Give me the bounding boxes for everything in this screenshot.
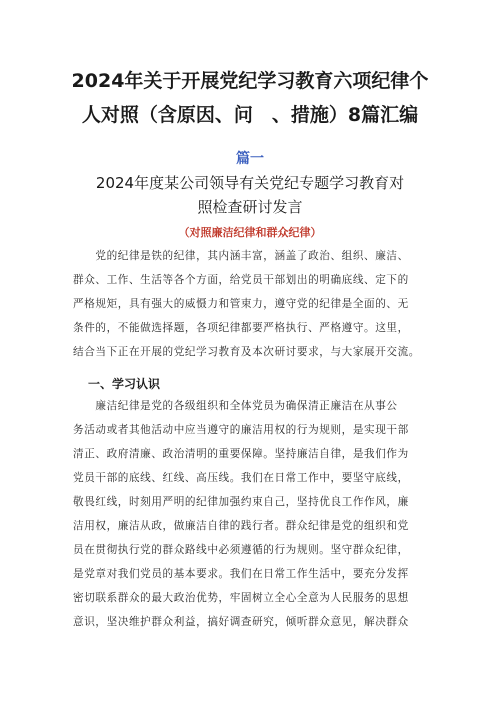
document-title-line-1: 2024年关于开展党纪学习教育六项纪律个 — [71, 70, 429, 92]
intro-line: 严格规矩，具有强大的威慑力和管束力，遵守党的纪律是全面的、无 — [73, 298, 409, 310]
body-line: 是党章对我们党员的基本要求。我们在日常工作生活中，要充分发挥 — [73, 568, 409, 580]
article-title-line-1: 2024年度某公司领导有关党纪专题学习教育对 — [95, 174, 405, 192]
body-line: 党员干部的底线、红线、高压线。我们在日常工作中，要坚守底线， — [73, 472, 409, 484]
intro-line: 条件的，不能做选择题，各项纪律都要严格执行、严格遵守。这里， — [73, 322, 409, 334]
article-note: （对照廉洁纪律和群众纪律） — [178, 226, 322, 239]
intro-line: 结合当下正在开展的党纪学习教育及本次研讨要求，与大家展开交流。 — [73, 346, 421, 358]
section-heading: 一、学习认识 — [88, 377, 161, 391]
intro-line: 党的纪律是铁的纪律，其内涵丰富，涵盖了政治、组织、廉洁、 — [73, 250, 409, 262]
article-title-line-2: 照检查研讨发言 — [197, 198, 303, 216]
body-line: 务活动或者其他活动中应当遵守的廉洁用权的行为规则，是实现干部 — [73, 424, 409, 436]
body-line: 密切联系群众的最大政治优势，牢固树立全心全意为人民服务的思想 — [73, 592, 409, 604]
intro-line: 群众、工作、生活等各个方面，给党员干部划出的明确底线、定下的 — [73, 274, 409, 286]
body-line: 敬畏红线，时刻用严明的纪律加强约束自己，坚持优良工作作风，廉 — [73, 496, 409, 508]
body-line: 洁用权，廉洁从政，做廉洁自律的践行者。群众纪律是党的组织和党 — [73, 520, 409, 532]
body-line: 清正、政府清廉、政治清明的重要保障。坚持廉洁自律，是我们作为 — [73, 448, 409, 460]
part-label: 篇一 — [236, 151, 264, 167]
body-line: 廉洁纪律是党的各级组织和全体党员为确保清正廉洁在从事公 — [73, 400, 398, 412]
body-line: 意识，坚决维护群众利益，搞好调查研究，倾听群众意见，解决群众 — [73, 616, 409, 628]
body-line: 员在贯彻执行党的群众路线中必须遵循的行为规则。坚守群众纪律， — [73, 544, 409, 556]
document-title-line-2: 人对照（含原因、问 、措施）8篇汇编 — [81, 104, 419, 126]
